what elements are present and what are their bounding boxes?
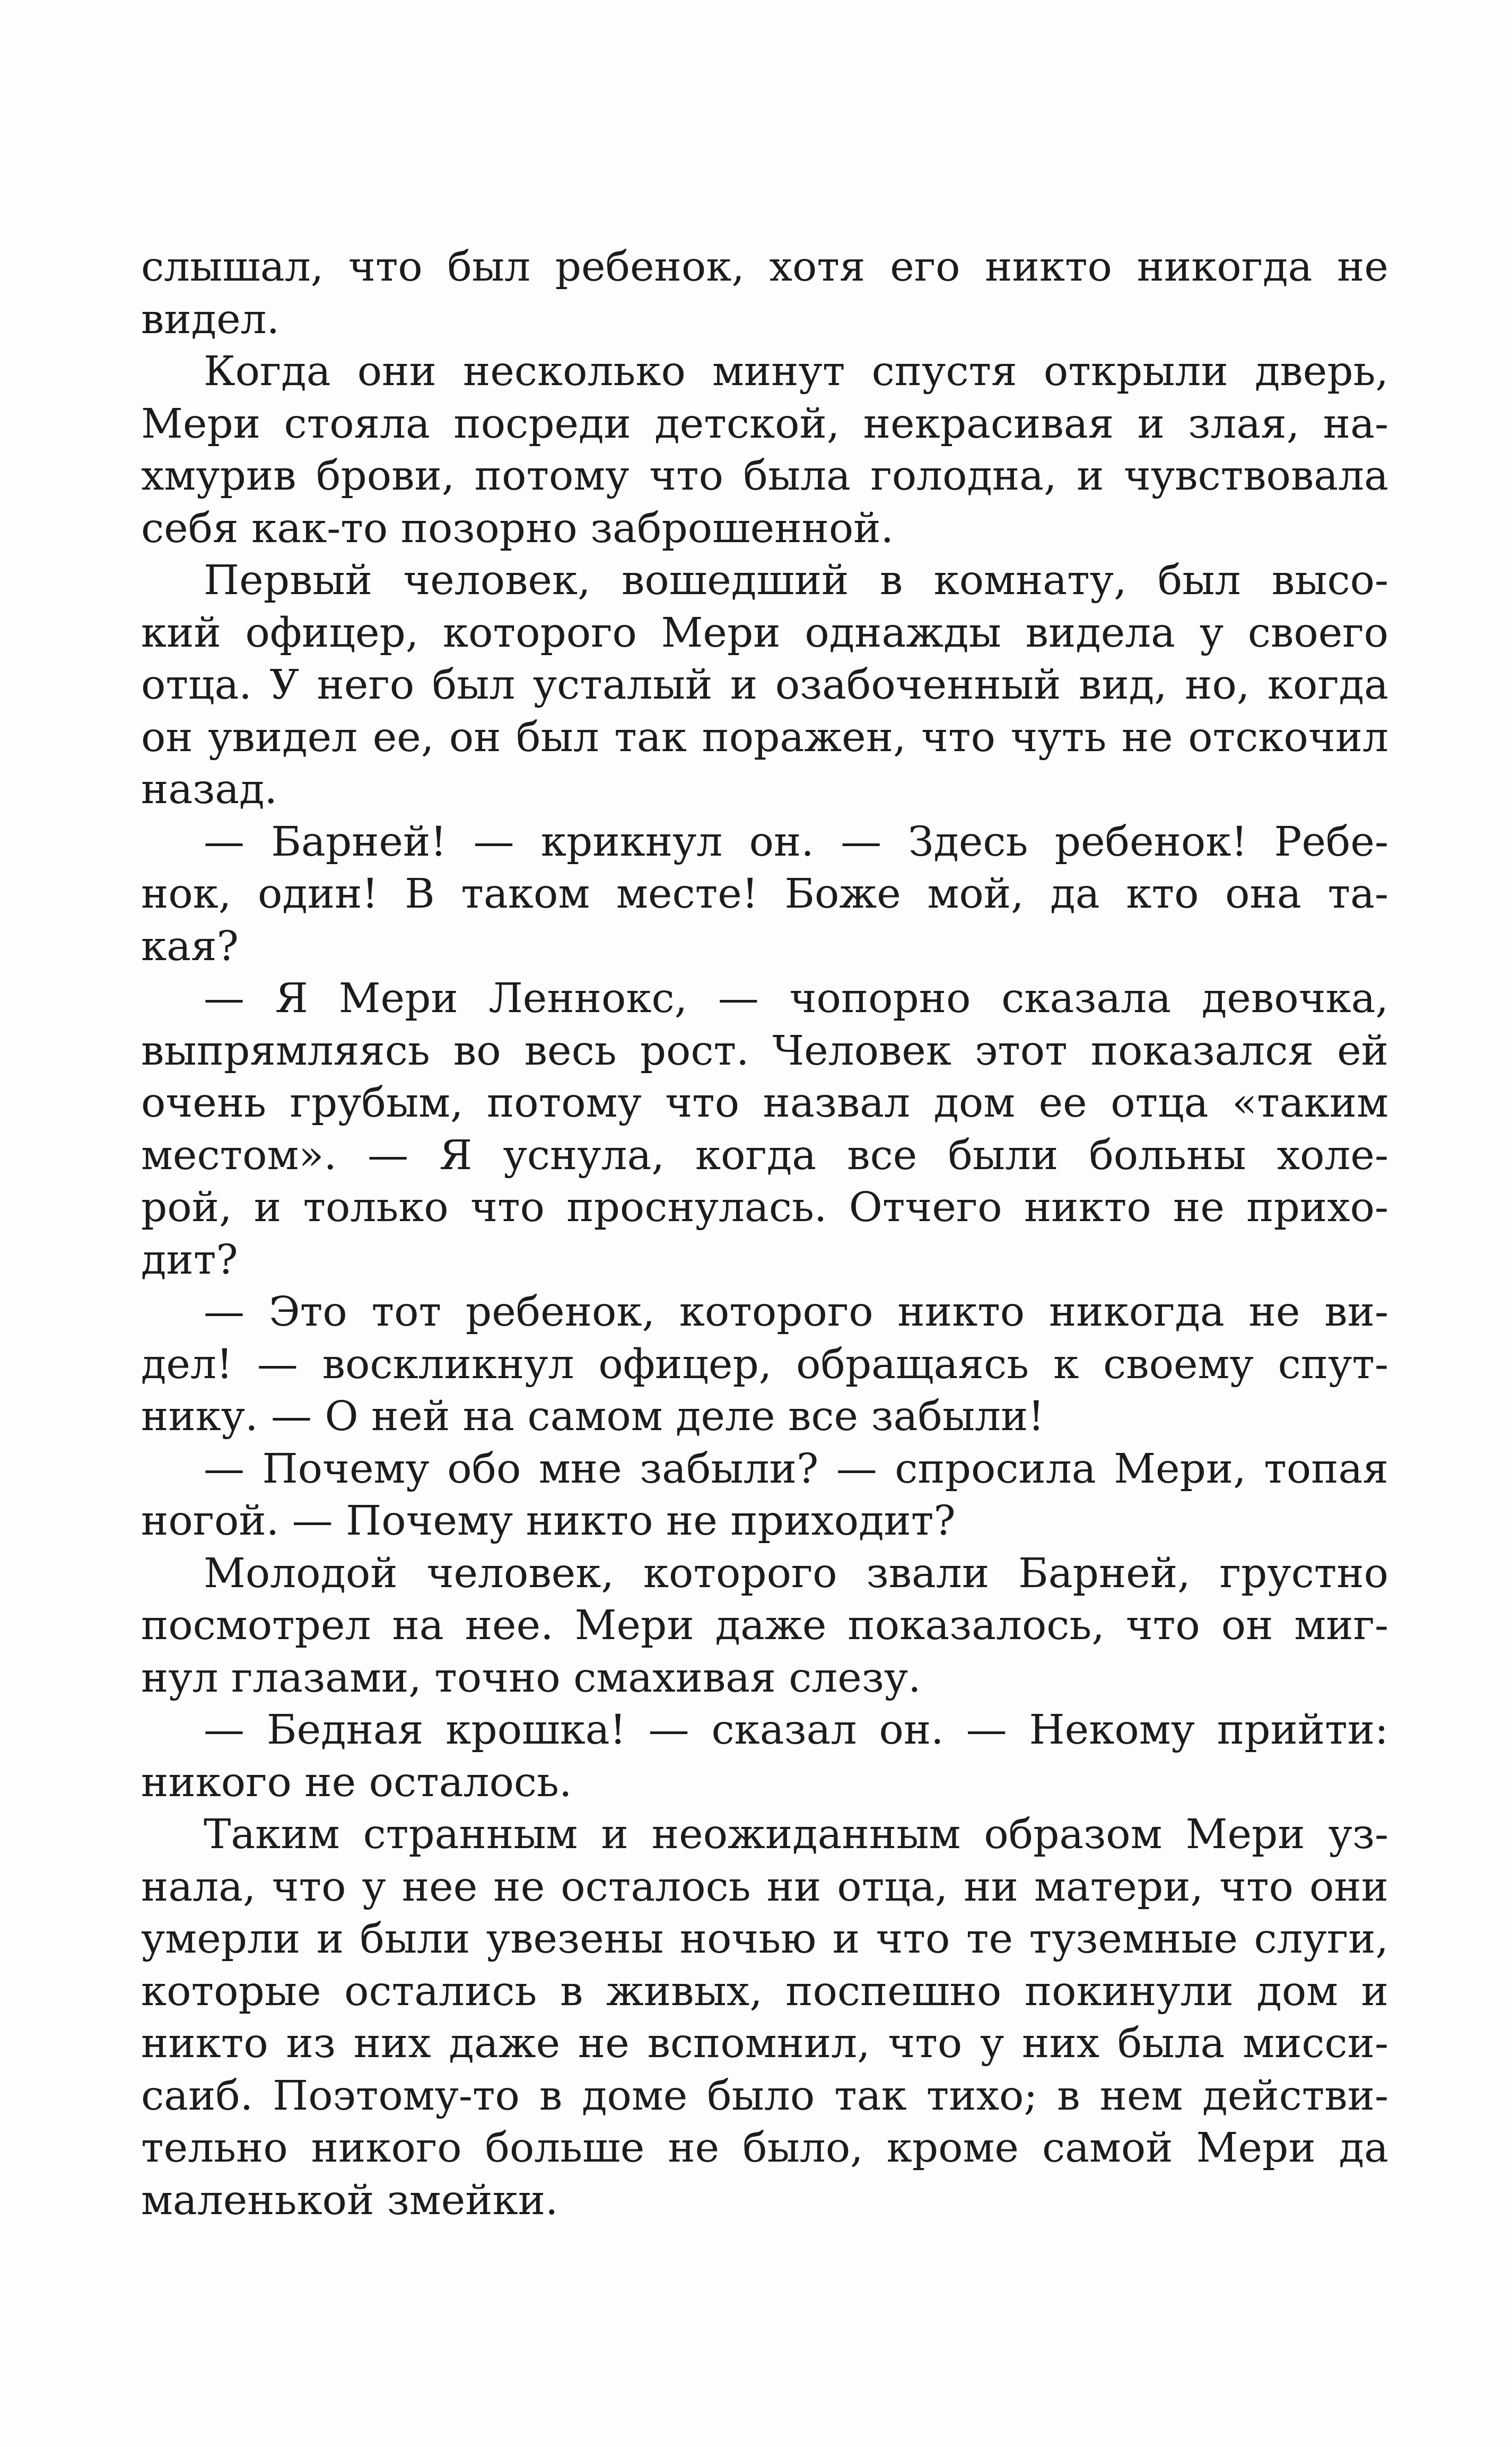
text-line: видел. [141,295,280,343]
paragraph [141,1286,1388,1443]
text-line: местом». — Я уснула, когда все были больны холе- [141,1131,1388,1179]
text-line: он увидел ее, он был так поражен, что чуть не отскочил [141,713,1388,761]
text-line: Когда они несколько минут спустя открыли дверь, [204,348,1388,395]
text-line: посмотрел на нее. Мери даже показалось, что он миг- [141,1602,1388,1649]
text-line: — Это тот ребенок, которого никто никогда не ви- [204,1288,1388,1336]
paragraph [141,973,1388,1286]
paragraph [141,1443,1388,1548]
text-line: тельно никого больше не было, кроме самой Мери да [141,2124,1388,2172]
text-line: нику. — О ней на самом деле все забыли! [141,1393,1045,1440]
text-line: Мери стояла посреди детской, некрасивая и злая, на- [141,400,1388,448]
text-line: дел! — воскликнул офицер, обращаясь к своему спут- [141,1340,1388,1388]
text-line: Таким странным и неожиданным образом Мери уз- [204,1811,1388,1858]
paragraph [141,241,1388,346]
paragraph [141,555,1388,816]
text-line: маленькой змейки. [141,2176,558,2224]
text-line: кая? [141,922,239,970]
text-line: никого не осталось. [141,1758,572,1806]
paragraph [141,1548,1388,1705]
text-line: — Барней! — крикнул он. — Здесь ребенок! Ребе- [204,818,1388,866]
text-line: никто из них даже не вспомнил, что у них была мисси- [141,2020,1388,2067]
text-line: нул глазами, точно смахивая слезу. [141,1654,921,1702]
page-text [141,241,1388,2227]
text-line: хмурив брови, потому что была голодна, и чувствовала [141,452,1388,500]
text-line: рой, и только что проснулась. Отчего никто не прихо- [141,1184,1388,1231]
text-line: Первый человек, вошедший в комнату, был высо- [204,557,1388,604]
paragraph [141,1809,1388,2227]
text-line: — Почему обо мне забыли? — спросила Мери, топая [204,1445,1388,1493]
text-line: отца. У него был усталый и озабоченный вид, но, когда [141,661,1388,709]
text-line: саиб. Поэтому-то в доме было так тихо; в нем действи- [141,2072,1388,2120]
text-line: кий офицер, которого Мери однажды видела у своего [141,609,1388,657]
text-line: дит? [141,1236,238,1284]
text-line: нала, что у нее не осталось ни отца, ни матери, что они [141,1863,1388,1911]
text-line: умерли и были увезены ночью и что те туземные слуги, [141,1915,1388,1963]
paragraph [141,346,1388,555]
text-line: себя как-то позорно заброшенной. [141,504,894,552]
text-line: выпрямляясь во весь рост. Человек этот показался ей [141,1027,1388,1075]
text-line: назад. [141,766,278,813]
paragraph [141,1704,1388,1809]
text-line: Молодой человек, которого звали Барней, грустно [204,1549,1388,1597]
text-line: ногой. — Почему никто не приходит? [141,1497,956,1545]
paragraph [141,816,1388,973]
text-line: — Бедная крошка! — сказал он. — Некому прийти: [204,1706,1388,1754]
text-line: — Я Мери Леннокс, — чопорно сказала девочка, [204,975,1388,1022]
text-line: слышал, что был ребенок, хотя его никто никогда не [141,243,1388,291]
text-line: очень грубым, потому что назвал дом ее отца «таким [141,1079,1388,1127]
text-line: которые остались в живых, поспешно покинули дом и [141,1967,1388,2015]
text-line: нок, один! В таком месте! Боже мой, да кто она та- [141,870,1388,918]
